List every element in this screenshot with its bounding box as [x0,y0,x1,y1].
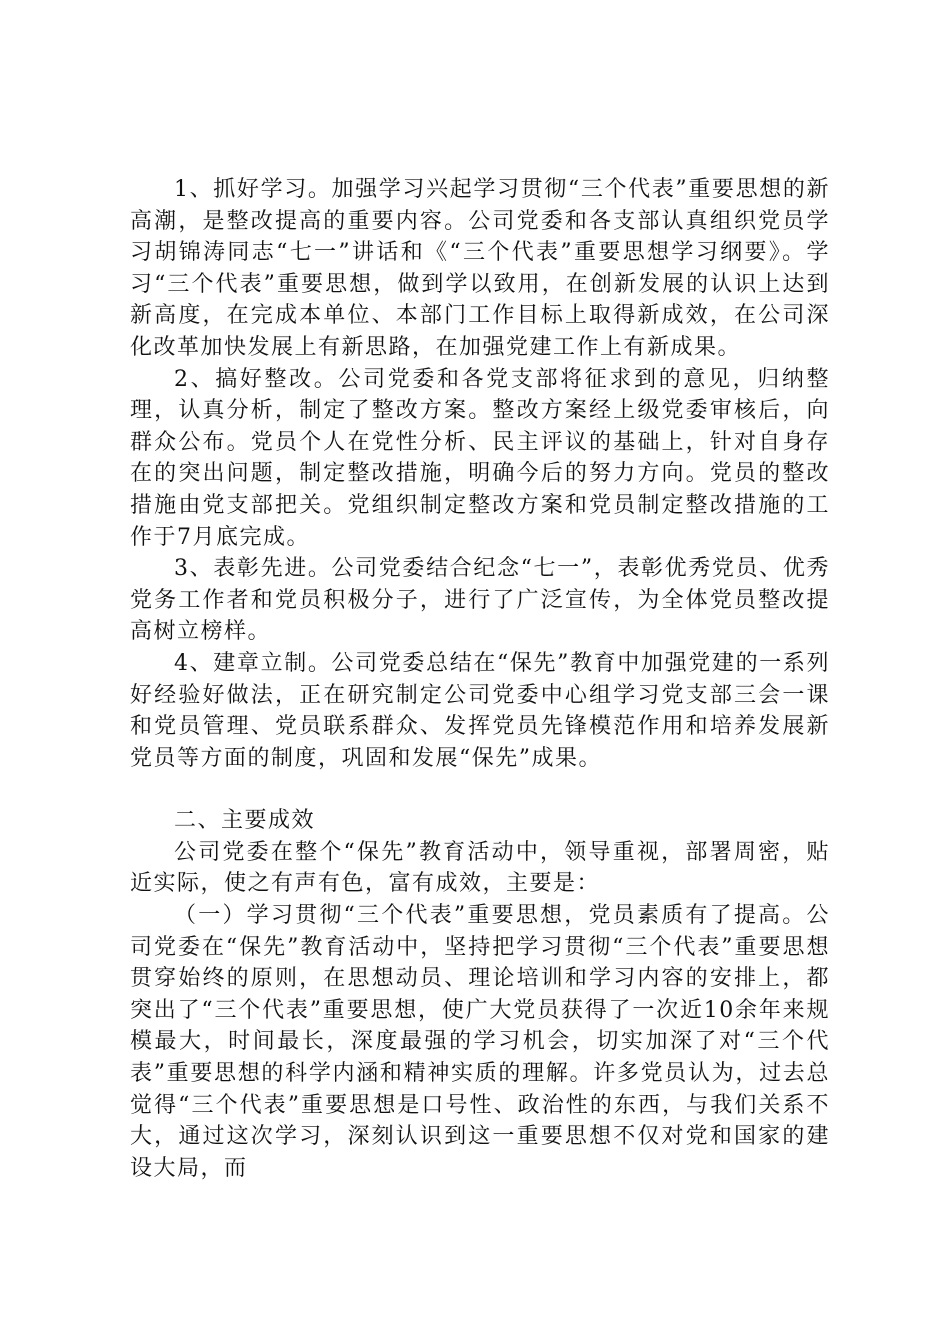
paragraph-results-intro: 公司党委在整个“保先”教育活动中，领导重视，部署周密，贴近实际，使之有声有色，富有成效，主要是： [130,839,830,897]
paragraph-results-one: （一）学习贯彻“三个代表”重要思想，党员素质有了提高。公司党委在“保先”教育活动中，坚持把学习贯彻“三个代表”重要思想贯穿始终的原则，在思想动员、理论培训和学习内容的安排上，都突出了“三个代表”重要思想，使广大党员获得了一次近10余年来规模最大，时间最长，深度最强的学习机会，切实加深了对“三个代表”重要思想的科学内涵和精神实质的理解。许多党员认为，过去总觉得“三个代表”重要思想是口号性、政治性的东西，与我们关系不大，通过这次学习，深刻认识到这一重要思想不仅对党和国家的建设大局，而 [130,903,830,1181]
document-body [130,174,830,1184]
paragraph-rectification: 2、搞好整改。公司党委和各党支部将征求到的意见，归纳整理，认真分析，制定了整改方案。整改方案经上级党委审核后，向群众公布。党员个人在党性分析、民主评议的基础上，针对自身存在的突出问题，制定整改措施，明确今后的努力方向。党员的整改措施由党支部把关。党组织制定整改方案和党员制定整改措施的工作于7月底完成。 [130,366,830,550]
paragraph-regulations: 4、建章立制。公司党委总结在“保先”教育中加强党建的一系列好经验好做法，正在研究制定公司党委中心组学习党支部三会一课和党员管理、党员联系群众、发挥党员先锋模范作用和培养发展新党员等方面的制度，巩固和发展“保先”成果。 [130,650,830,771]
section-heading-main-results: 二、主要成效 [174,808,316,834]
paragraph-study: 1、抓好学习。加强学习兴起学习贯彻“三个代表”重要思想的新高潮，是整改提高的重要内容。公司党委和各支部认真组织党员学习胡锦涛同志“七一”讲话和《“三个代表”重要思想学习纲要》。学习“三个代表”重要思想，做到学以致用，在创新发展的认识上达到新高度，在完成本单位、本部门工作目标上取得新成效，在公司深化改革加快发展上有新思路，在加强党建工作上有新成果。 [130,177,830,360]
paragraph-commendation: 3、表彰先进。公司党委结合纪念“七一”，表彰优秀党员、优秀党务工作者和党员积极分子，进行了广泛宣传，为全体党员整改提高树立榜样。 [130,556,830,645]
